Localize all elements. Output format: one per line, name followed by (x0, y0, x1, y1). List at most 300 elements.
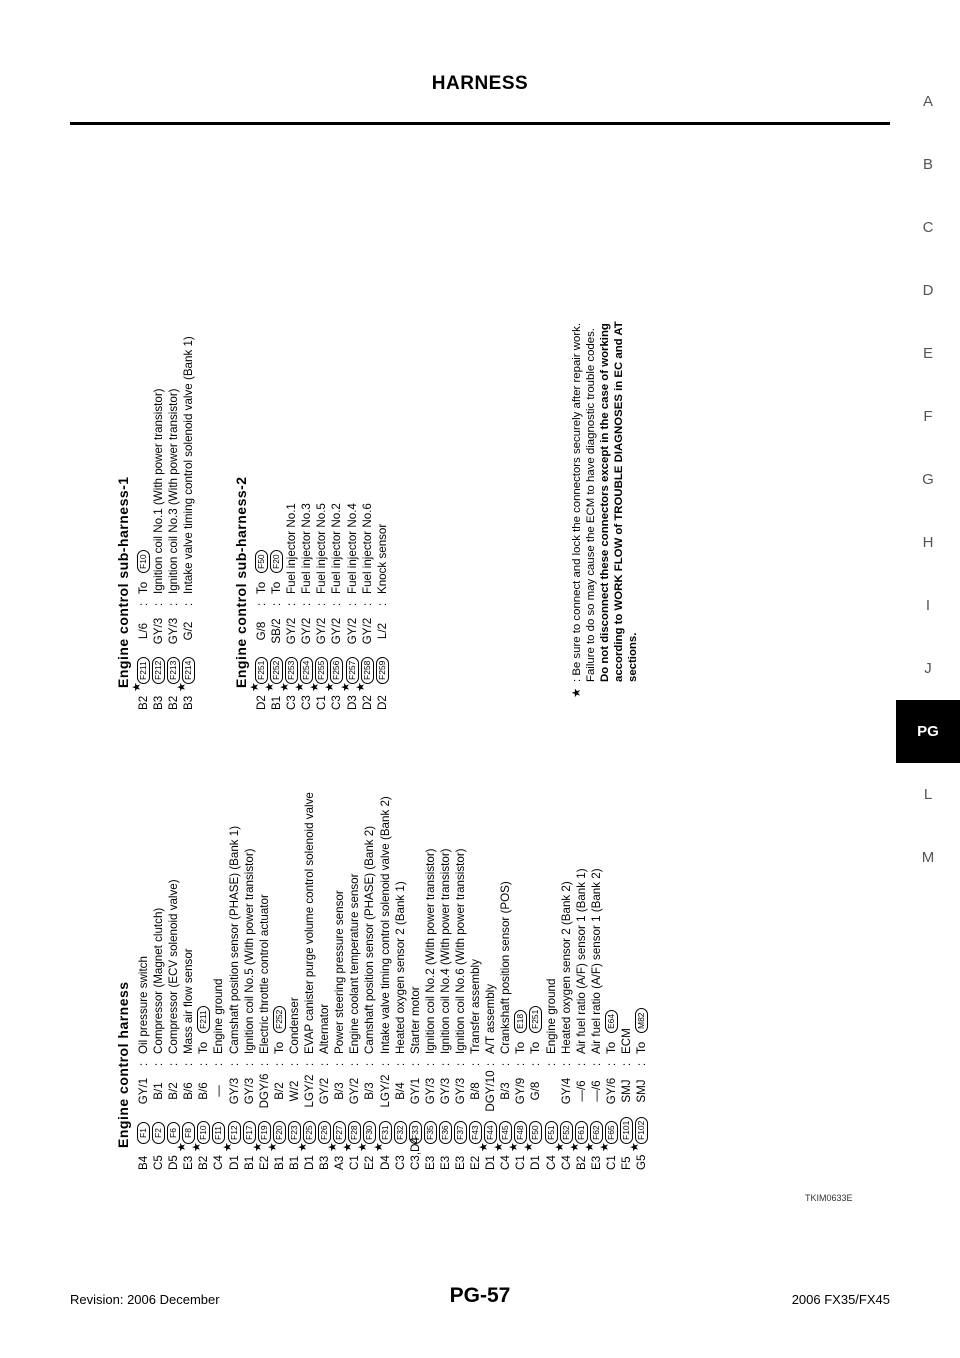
terminal-color-count: B/3 (333, 1082, 347, 1100)
connector-id-badge: F28 (348, 1121, 361, 1144)
section-tab-c[interactable]: C (922, 219, 934, 236)
connector-description: Heated oxygen sensor 2 (Bank 1) (393, 881, 407, 1054)
star-icon: ★ (354, 682, 367, 692)
grid-position: E2 (469, 1155, 483, 1170)
connector-id-badge: F26 (318, 1121, 331, 1144)
connector-description: Starter motor (408, 986, 422, 1054)
connector-id-badge: F214 (182, 657, 195, 684)
connector-id-badge: F2 (152, 1122, 165, 1144)
separator: : (212, 1062, 226, 1066)
connector-row (408, 981, 423, 1170)
connector-description: Heated oxygen sensor 2 (Bank 2) (559, 881, 573, 1054)
connector-row (176, 336, 196, 710)
star-icon: ★ (508, 1142, 521, 1152)
connector-id-badge: F255 (315, 657, 328, 684)
connector-description: Mass air flow sensor (182, 948, 196, 1054)
grid-position: B3 (152, 695, 166, 710)
grid-position: D1 (303, 1155, 317, 1170)
star-icon: ★ (249, 682, 261, 692)
connector-row (279, 476, 299, 710)
connector-row (598, 981, 619, 1170)
connector-description: EVAP canister purge volume control solenoid valve (303, 792, 317, 1054)
star-icon: ★ (297, 1142, 310, 1152)
connector-description: Engine ground (544, 978, 558, 1054)
separator: : (514, 1062, 528, 1066)
separator: : (315, 602, 329, 606)
connector-description: Ignition coil No.1 (With power transistor) (152, 388, 166, 594)
separator: : (137, 602, 150, 606)
connector-id-badge: F252 (270, 657, 283, 684)
terminal-color-count: GY/2 (318, 1077, 332, 1105)
grid-position: D2 (255, 695, 268, 710)
separator: : (152, 602, 166, 606)
footer-model: 2006 FX35/FX45 (791, 1292, 890, 1307)
connector-row (523, 981, 543, 1170)
connector-id-badge: F211 (137, 657, 150, 684)
star-icon: ★ (131, 682, 143, 692)
terminal-color-count: LGY/2 (378, 1074, 392, 1108)
connector-id-badge: F8 (182, 1122, 195, 1144)
grid-position: C4 (212, 1155, 226, 1170)
separator: : (287, 1062, 301, 1066)
separator: : (375, 602, 389, 606)
terminal-color-count: GY/2 (348, 1077, 362, 1105)
star-icon: ★ (523, 1142, 536, 1152)
connector-description: Fuel injector No.6 (360, 503, 374, 594)
connector-description: Fuel injector No.1 (285, 503, 299, 594)
grid-position: B1 (242, 1155, 256, 1170)
connector-description: Engine ground (212, 978, 226, 1054)
separator: : (167, 1062, 181, 1066)
connector-id-badge: F251 (255, 657, 268, 684)
star-icon: ★ (583, 1142, 596, 1152)
terminal-color-count: —/6 (574, 1080, 588, 1102)
separator: : (499, 1062, 513, 1066)
terminal-color-count: LGY/2 (303, 1074, 317, 1108)
separator: : (137, 1062, 150, 1066)
connector-id-badge: F254 (300, 657, 313, 684)
separator: : (345, 602, 359, 606)
terminal-color-count: SMJ (620, 1079, 633, 1103)
connector-description: To (529, 1041, 543, 1054)
separator: : (604, 1062, 618, 1066)
star-icon: ★ (309, 682, 322, 692)
star-icon: ★ (493, 1142, 506, 1152)
mating-connector-badge: F50 (255, 550, 268, 573)
separator: : (167, 602, 181, 606)
connector-description: Ignition coil No.3 (With power transistor) (167, 388, 181, 594)
mating-connector-badge: F10 (137, 550, 150, 573)
separator: : (453, 1062, 467, 1066)
connector-id-badge: F10 (197, 1121, 210, 1144)
mating-connector-badge: F251 (529, 1006, 542, 1033)
terminal-color-count: GY/2 (360, 617, 374, 645)
note-warning-line: according to WORK FLOW of TROUBLE DIAGNOSES in EC and AT (613, 321, 625, 682)
grid-position: C1 (315, 695, 329, 710)
grid-position: E3 (423, 1155, 437, 1170)
separator: : (408, 1062, 422, 1066)
grid-position: E3 (438, 1155, 452, 1170)
connector-row (294, 476, 314, 710)
connector-id-badge: F6 (167, 1122, 180, 1144)
terminal-color-count: — (212, 1085, 226, 1097)
terminal-color-count: GY/3 (438, 1077, 452, 1105)
separator: : (620, 1062, 633, 1066)
section-tab-m[interactable]: M (921, 849, 935, 866)
connector-description: Alternator (318, 1003, 332, 1054)
section-index-tabs (896, 70, 960, 889)
grid-position: D3 (345, 695, 359, 710)
grid-position: E2 (363, 1155, 377, 1170)
separator: : (469, 1062, 483, 1066)
separator: : (182, 1062, 196, 1066)
connector-row (221, 825, 242, 1170)
grid-position: C3 (330, 695, 344, 710)
grid-position: D2 (360, 695, 374, 710)
connector-description: Knock sensor (375, 523, 389, 594)
grid-position: C1 (514, 1155, 528, 1170)
terminal-color-count: B/3 (499, 1082, 513, 1100)
grid-position: E2 (257, 1155, 271, 1170)
terminal-color-count: L/2 (375, 622, 389, 640)
grid-position: C3 (393, 1155, 407, 1170)
separator: : (272, 1062, 286, 1066)
grid-position: C3 (285, 695, 299, 710)
connector-row (354, 476, 375, 710)
terminal-color-count: DGY/6 (257, 1073, 271, 1109)
note-line: Failure to do so may cause the ECM to have diagnostic trouble codes. (585, 328, 597, 682)
terminal-color-count: GY/2 (300, 617, 314, 645)
connector-description: Camshaft position sensor (PHASE) (Bank 1) (227, 825, 241, 1054)
separator: : (360, 602, 374, 606)
star-icon: ★ (568, 1142, 581, 1152)
connector-description: To (514, 1041, 528, 1054)
grid-position: A3 (333, 1155, 347, 1170)
grid-position: B1 (287, 1155, 301, 1170)
grid-position: C4 (544, 1155, 558, 1170)
connector-id-badge: F257 (346, 657, 359, 684)
section-engine-control-sub-harness-2 (228, 476, 390, 710)
section-tab-f[interactable]: F (923, 408, 933, 425)
connector-id-badge: F30 (363, 1121, 376, 1144)
terminal-color-count: B/3 (363, 1082, 377, 1100)
separator: : (378, 1062, 392, 1066)
connector-id-badge: F43 (469, 1121, 482, 1144)
section-tab-i[interactable]: I (925, 597, 931, 614)
grid-position: D1 (484, 1155, 498, 1170)
star-icon: ★ (176, 682, 189, 692)
mating-connector-badge: E64 (605, 1010, 618, 1033)
connector-row (423, 848, 438, 1170)
separator: : (529, 1062, 543, 1066)
section-title: Engine control harness (115, 981, 131, 1148)
star-icon: ★ (294, 682, 307, 692)
connector-id-badge: F44 (484, 1121, 497, 1144)
connector-row (629, 981, 649, 1170)
terminal-color-count: GY/2 (330, 617, 344, 645)
grid-position: E3 (453, 1155, 467, 1170)
grid-position: B1 (270, 695, 284, 710)
connector-row (438, 848, 453, 1170)
separator: : (635, 1062, 649, 1066)
separator: : (544, 1062, 558, 1066)
star-icon: ★ (372, 1142, 385, 1152)
connector-description: A/T assembly (484, 983, 498, 1054)
terminal-color-count: GY/6 (604, 1077, 618, 1105)
page-title: HARNESS (431, 73, 529, 94)
connector-description: Engine coolant temperature sensor (348, 873, 362, 1054)
star-icon: ★ (342, 1142, 355, 1152)
terminal-color-count: GY/1 (137, 1077, 150, 1105)
connector-id-badge: F17 (243, 1121, 256, 1144)
separator: : (182, 602, 196, 606)
terminal-color-count: GY/3 (152, 617, 166, 645)
section-engine-control-sub-harness-1 (110, 336, 196, 710)
connector-id-badge: F37 (454, 1121, 467, 1144)
terminal-color-count: G/8 (255, 621, 268, 641)
separator: : (589, 1062, 603, 1066)
grid-position: E3 (182, 1155, 196, 1170)
separator: : (330, 602, 344, 606)
connector-description: Compressor (ECV solenoid valve) (167, 879, 181, 1054)
connector-description: Ignition coil No.4 (With power transistor) (438, 848, 452, 1054)
connector-id-badge: F253 (285, 657, 298, 684)
separator: : (484, 1062, 498, 1066)
grid-position: C3,D4 (408, 1137, 422, 1170)
terminal-color-count: GY/3 (423, 1077, 437, 1105)
footer-revision: Revision: 2006 December (70, 1292, 220, 1307)
connector-row (166, 388, 181, 710)
connector-rows (249, 476, 390, 710)
terminal-color-count: B/6 (197, 1082, 211, 1100)
connector-id-badge: F51 (545, 1121, 558, 1144)
separator: : (438, 1062, 452, 1066)
connector-description: Intake valve timing control solenoid valve (Bank 2) (378, 796, 392, 1054)
star-icon: ★ (571, 687, 583, 698)
connector-description: Air fuel ratio (A/F) sensor 1 (Bank 1) (574, 868, 588, 1054)
star-icon: ★ (266, 1142, 279, 1152)
connector-id-badge: F33 (409, 1121, 422, 1144)
connector-id-badge: F61 (575, 1121, 588, 1144)
grid-position: D2 (375, 695, 389, 710)
grid-position: B2 (574, 1155, 588, 1170)
grid-position: D5 (167, 1155, 181, 1170)
connector-id-badge: F102 (635, 1117, 648, 1144)
star-icon: ★ (339, 682, 352, 692)
terminal-color-count: B/8 (469, 1082, 483, 1100)
grid-position: C1 (348, 1155, 362, 1170)
grid-position: F5 (620, 1156, 633, 1170)
connector-id-badge: F19 (258, 1121, 271, 1144)
connector-id-badge: F52 (560, 1121, 573, 1144)
connector-id-badge: F213 (167, 657, 180, 684)
connector-id-badge: F65 (605, 1121, 618, 1144)
separator: : (270, 602, 284, 606)
separator: : (348, 1062, 362, 1066)
separator: : (257, 1062, 271, 1066)
star-icon: ★ (629, 1142, 642, 1152)
connector-rows (136, 792, 649, 1170)
star-icon: ★ (221, 1142, 234, 1152)
grid-position: G5 (635, 1154, 649, 1170)
star-icon: ★ (264, 682, 277, 692)
connector-description: Oil pressure switch (137, 956, 150, 1054)
separator: : (333, 1062, 347, 1066)
connector-description: Air fuel ratio (A/F) sensor 1 (Bank 2) (589, 868, 603, 1054)
note-warning-line: Do not disconnect these connectors except in the case of working (599, 323, 611, 682)
terminal-color-count: L/6 (137, 622, 150, 640)
connector-description: Ignition coil No.6 (With power transistor) (453, 848, 467, 1054)
mating-connector-badge: F252 (273, 1006, 286, 1033)
connector-description: Ignition coil No.2 (With power transistor) (423, 848, 437, 1054)
connector-row (393, 881, 408, 1170)
terminal-color-count: GY/4 (559, 1077, 573, 1105)
connector-row (131, 476, 151, 710)
connector-description: Compressor (Magnet clutch) (152, 907, 166, 1054)
connector-description: Fuel injector No.4 (345, 503, 359, 594)
connector-id-badge: F258 (361, 657, 374, 684)
connector-description: Camshaft position sensor (PHASE) (Bank 2) (363, 825, 377, 1054)
separator: : (303, 1062, 317, 1066)
terminal-color-count: B/6 (182, 1082, 196, 1100)
connector-id-badge: F11 (212, 1122, 225, 1144)
connector-description: Fuel injector No.3 (300, 503, 314, 594)
figure-id: TKIM0633E (805, 1193, 853, 1203)
terminal-color-count: GY/3 (167, 617, 181, 645)
terminal-color-count: GY/2 (345, 617, 359, 645)
section-tab-j[interactable]: J (924, 660, 932, 677)
terminal-color-count: B/2 (167, 1082, 181, 1100)
grid-position: C4 (559, 1155, 573, 1170)
separator: : (255, 602, 268, 606)
mating-connector-badge: F20 (270, 550, 283, 573)
star-icon: ★ (598, 1142, 611, 1152)
connector-id-badge: F27 (333, 1121, 346, 1144)
connector-description: To (270, 581, 284, 594)
section-tab-g[interactable]: G (922, 471, 934, 488)
connector-id-badge: F32 (394, 1121, 407, 1144)
connector-description: Fuel injector No.5 (315, 503, 329, 594)
connector-id-badge: F35 (424, 1121, 437, 1144)
separator: : (559, 1062, 573, 1066)
grid-position: B2 (197, 1155, 211, 1170)
connector-description: Power steering pressure sensor (333, 890, 347, 1054)
connector-id-badge: F25 (303, 1121, 316, 1144)
terminal-color-count: B/4 (393, 1082, 407, 1100)
connector-id-badge: F12 (228, 1121, 241, 1144)
connector-id-badge: F31 (379, 1121, 392, 1144)
separator: : (285, 602, 299, 606)
connector-id-badge: F48 (514, 1121, 527, 1144)
connector-description: To (272, 1041, 286, 1054)
mating-connector-badge: F211 (197, 1006, 210, 1033)
terminal-color-count: SB/2 (270, 618, 284, 644)
terminal-color-count: B/1 (152, 1082, 166, 1100)
terminal-color-count: GY/2 (315, 617, 329, 645)
connector-description: To (197, 1041, 211, 1054)
terminal-color-count: G/8 (529, 1081, 543, 1101)
terminal-color-count: —/6 (589, 1080, 603, 1102)
separator: : (363, 1062, 377, 1066)
section-tab-d[interactable]: D (922, 282, 934, 299)
header-rule (70, 122, 890, 125)
grid-position: B1 (272, 1155, 286, 1170)
separator: : (393, 1062, 407, 1066)
section-tab-l[interactable]: L (923, 786, 933, 803)
section-tab-h[interactable]: H (922, 534, 934, 551)
connector-id-badge: F212 (152, 657, 165, 684)
connector-row (136, 956, 151, 1170)
connector-row (249, 476, 269, 710)
mating-connector-badge: E18 (514, 1010, 527, 1033)
section-tab-pg[interactable]: PG (896, 700, 960, 763)
grid-position: B3 (182, 695, 196, 710)
connector-id-badge: F20 (273, 1121, 286, 1144)
connector-row (324, 476, 344, 710)
grid-position: C3 (300, 695, 314, 710)
connector-row (372, 796, 393, 1170)
terminal-color-count: GY/1 (408, 1077, 422, 1105)
connector-id-badge: F23 (288, 1121, 301, 1144)
note-warning-line: sections. (627, 632, 639, 682)
connector-row (266, 981, 287, 1170)
star-icon: ★ (357, 1142, 370, 1152)
star-icon: ★ (327, 1142, 340, 1152)
separator: : (197, 1062, 211, 1066)
grid-position: B4 (137, 1155, 150, 1170)
connector-id-badge: F1 (137, 1122, 150, 1144)
grid-position: C1 (604, 1155, 618, 1170)
section-tab-e[interactable]: E (922, 345, 933, 362)
connector-id-badge: F62 (590, 1121, 603, 1144)
connector-description: To (137, 581, 150, 594)
connector-note (570, 238, 640, 698)
connector-id-badge: F259 (376, 657, 389, 684)
separator: : (300, 602, 314, 606)
connector-description: Intake valve timing control solenoid valve (Bank 1) (182, 336, 196, 594)
connector-row (264, 476, 284, 710)
connector-description: To (604, 1041, 618, 1054)
star-icon: ★ (279, 682, 292, 692)
connector-row (297, 792, 317, 1170)
grid-position: B2 (167, 695, 181, 710)
connector-row (309, 476, 329, 710)
terminal-color-count: GY/3 (227, 1077, 241, 1105)
terminal-color-count: GY/2 (285, 617, 299, 645)
section-tab-b[interactable]: B (922, 156, 933, 173)
grid-position: C4 (499, 1155, 513, 1170)
star-icon: ★ (251, 1142, 264, 1152)
grid-position: E3 (589, 1155, 603, 1170)
star-icon: ★ (478, 1142, 491, 1152)
connector-row (375, 476, 390, 710)
grid-position: B3 (318, 1155, 332, 1170)
separator: : (242, 1062, 256, 1066)
grid-position: C5 (152, 1155, 166, 1170)
connector-description: Crankshaft position sensor (POS) (499, 881, 513, 1054)
connector-description: To (255, 581, 268, 594)
section-engine-control-harness (110, 792, 649, 1170)
connector-description: ECM (620, 1028, 633, 1054)
section-tab-a[interactable]: A (922, 93, 933, 110)
connector-description: Transfer assembly (469, 959, 483, 1054)
terminal-color-count: GY/3 (453, 1077, 467, 1105)
star-icon: ★ (176, 1142, 189, 1152)
connector-description: To (635, 1041, 649, 1054)
connector-id-badge: F101 (620, 1117, 633, 1144)
grid-position: D1 (529, 1155, 543, 1170)
connector-row (453, 848, 468, 1170)
